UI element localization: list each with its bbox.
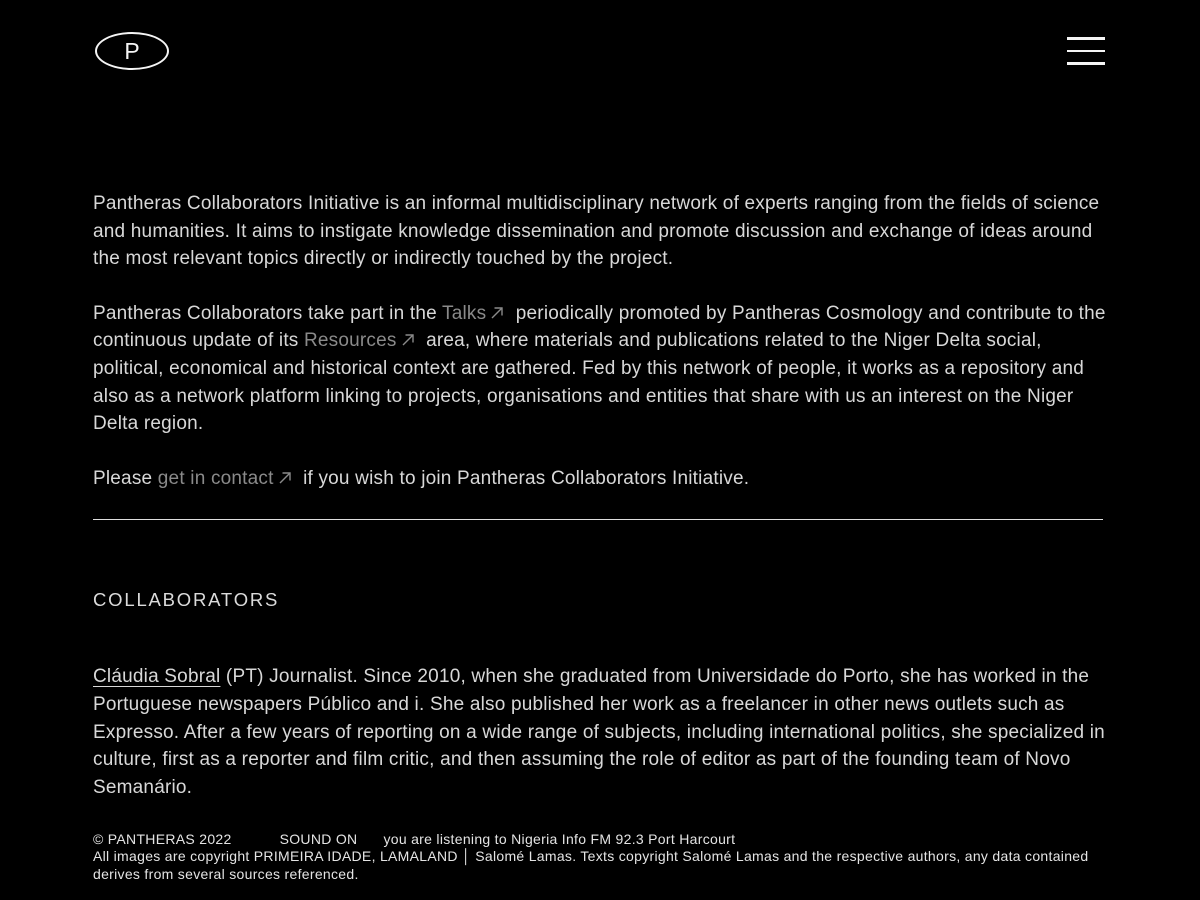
footer-copyright: © PANTHERAS 2022	[93, 831, 232, 847]
section-divider	[93, 519, 1103, 520]
collaborators-heading: COLLABORATORS	[93, 589, 280, 611]
external-arrow-icon	[277, 470, 293, 486]
intro-p2-text-between: periodically promoted by Pantheras Cosmology and contribute to the continuous update of its	[93, 302, 1106, 352]
resources-link-label: Resources	[303, 330, 397, 352]
talks-link-label: Talks	[442, 302, 487, 324]
main-content	[93, 190, 1106, 801]
collaborator-name-link[interactable]: Cláudia Sobral	[93, 666, 221, 688]
sound-toggle-button[interactable]: SOUND ON	[279, 831, 358, 847]
hamburger-icon	[1067, 62, 1105, 65]
intro-p2-text-before-talks: Pantheras Collaborators take part in the	[93, 302, 442, 324]
logo-letter: P	[124, 38, 140, 64]
external-arrow-icon	[489, 305, 505, 321]
hamburger-icon	[1067, 37, 1105, 40]
footer	[93, 831, 1106, 883]
hamburger-icon	[1067, 50, 1105, 53]
intro-paragraph-1: Pantheras Collaborators Initiative is an informal multidisciplinary network of experts ranging from the fields of science and humanities. It aims to instigate knowledge dissemination and promote discussion and exchange of ideas around the most relevant topics directly or indirectly touched by the project.	[93, 193, 1100, 270]
resources-link[interactable]	[304, 330, 421, 351]
intro-paragraph-3	[93, 465, 1106, 493]
intro-p3-text-after: if you wish to join Pantheras Collaborators Initiative.	[297, 467, 750, 489]
footer-credits: All images are copyright PRIMEIRA IDADE, LAMALAND │ Salomé Lamas. Texts copyright Salomé Lamas and the respective authors, any data contained derives from several sources referenced.	[93, 848, 1089, 882]
menu-button[interactable]	[1067, 37, 1105, 65]
collaborator-bio-text: (PT) Journalist. Since 2010, when she graduated from Universidade do Porto, she has worked in the Portuguese newspapers Público and i. She also published her work as a freelancer in other news outlets such as Expresso. After a few years of reporting on a wide range of subjects, including international politics, she specialized in culture, first as a reporter and film critic, and then assuming the role of editor as part of the founding team of Novo Semanário.	[93, 666, 1105, 798]
now-playing-status: you are listening to Nigeria Info FM 92.3 Port Harcourt	[383, 831, 736, 847]
contact-link[interactable]	[158, 468, 298, 489]
collaborator-entry	[93, 663, 1106, 801]
contact-link-label: get in contact	[157, 467, 274, 489]
logo[interactable]	[95, 32, 169, 70]
external-arrow-icon	[400, 332, 416, 348]
talks-link[interactable]	[442, 303, 510, 324]
intro-paragraph-2	[93, 300, 1106, 438]
intro-p2-text-after-resources: area, where materials and publications related to the Niger Delta social, political, economical and historical context are gathered. Fed by this network of people, it works as a repository and also as a network platform linking to projects, organisations and entities that share with us an interest on the Niger Delta region.	[93, 330, 1084, 435]
footer-meta-row	[93, 831, 1106, 848]
intro-p3-text-before: Please	[93, 467, 158, 489]
